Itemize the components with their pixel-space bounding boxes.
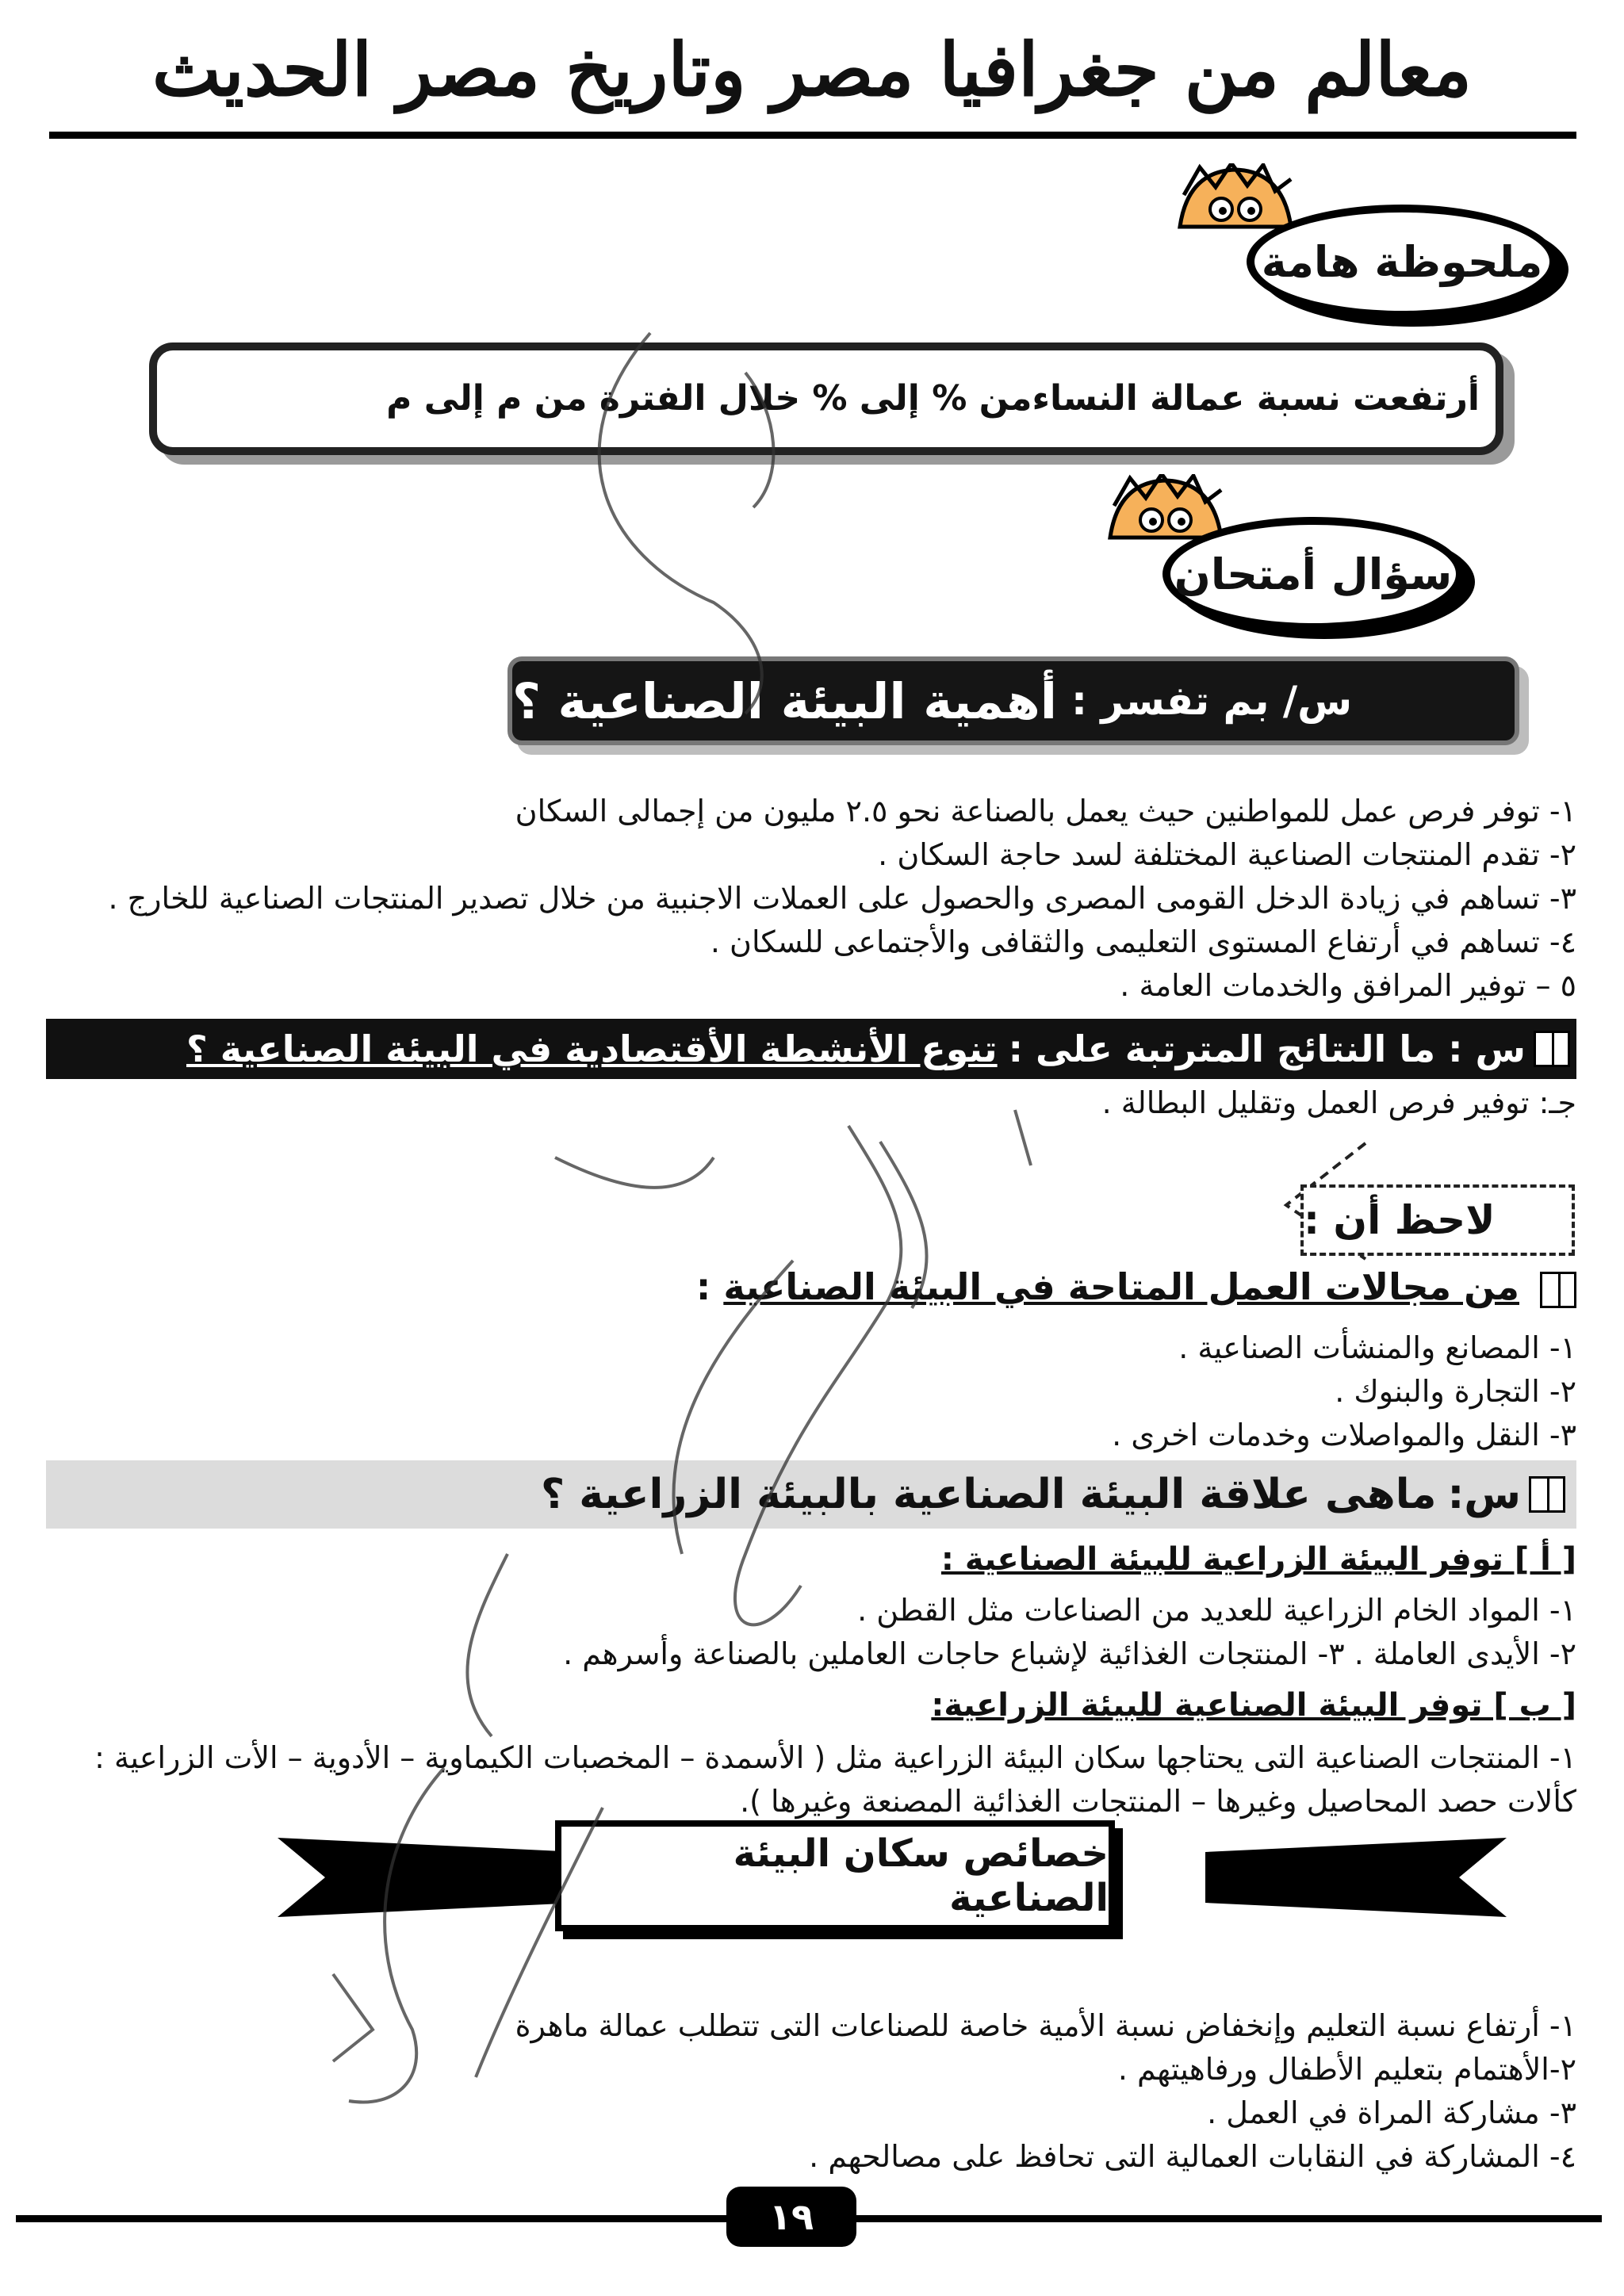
notice-heading: من مجالات العمل المتاحة في البيئة الصناعية — [723, 1265, 1519, 1308]
q1-answer-3: ٣- تساهم في زيادة الدخل القومى المصرى والحصول على العملات الاجنبية من خلال تصدير المنتجات الصناعية للخارج . — [108, 881, 1576, 916]
question-1-text: أهمية البيئة الصناعية ؟ — [512, 672, 1057, 730]
note-text: أرتفعت نسبة عمالة النساءمن % إلى % خلال الفترة من م إلى م — [386, 378, 1480, 419]
notice-item-3: ٣- النقل والمواصلات وخدمات اخرى . — [1112, 1418, 1576, 1452]
notice-item-2: ٢- التجارة والبنوك . — [1335, 1374, 1576, 1409]
question-2-label: س : ما النتائج المترتبة على : — [1008, 1027, 1526, 1070]
characteristic-4: ٤- المشاركة في النقابات العمالية التى تحافظ على مصالحهم . — [809, 2139, 1576, 2174]
exam-badge: سؤال أمتحان — [1162, 517, 1464, 631]
book-icon — [1534, 1031, 1570, 1067]
part-a-line-2: ٢- الأيدى العاملة . ٣- المنتجات الغذائية لإشباع حاجات العاملين بالصناعة وأسرهم . — [563, 1636, 1576, 1671]
page-number: ١٩ — [726, 2187, 856, 2247]
q1-answer-4: ٤- تساهم في أرتفاع المستوى التعليمى والثقافى والأجتماعى للسكان . — [710, 924, 1576, 959]
question-2-bar — [46, 1019, 1576, 1079]
q1-answer-5: ٥ – توفير المرافق والخدمات العامة . — [1120, 968, 1576, 1003]
q2-answer: جـ: توفير فرص العمل وتقليل البطالة . — [1101, 1085, 1576, 1120]
notice-item-1: ١- المصانع والمنشأت الصناعية . — [1178, 1330, 1576, 1365]
characteristic-2: ٢-الأهتمام بتعليم الأطفال ورفاهيتهم . — [1117, 2052, 1576, 2087]
question-1-box — [508, 656, 1519, 745]
part-b-line-2: كألات حصد المحاصيل وغيرها – المنتجات الغذائية المصنعة وغيرها ). — [740, 1784, 1576, 1819]
notice-heading-row: من مجالات العمل المتاحة في البيئة الصناعية : — [696, 1265, 1576, 1308]
part-b-heading: [ ب ] توفر البيئة الصناعية للبيئة الزراعية: — [931, 1687, 1576, 1724]
note-badge: ملحوظة هامة — [1247, 205, 1557, 319]
question-3-label: س: — [1447, 1471, 1521, 1518]
part-a-heading: [ أ ] توفر البيئة الزراعية للبيئة الصناعية : — [940, 1541, 1576, 1578]
q1-answer-1: ١- توفر فرص عمل للمواطنين حيث يعمل بالصناعة نحو ٢.٥ مليون من إجمالى السكان — [515, 794, 1576, 828]
banner-title: خصائص سكان البيئة الصناعية — [555, 1820, 1115, 1931]
question-3-bar — [46, 1460, 1576, 1529]
note-box — [149, 342, 1503, 455]
characteristic-3: ٣- مشاركة المراة في العمل . — [1207, 2095, 1576, 2130]
question-2-text: تنوع الأنشطة الأقتصادية في البيئة الصناعية ؟ — [186, 1027, 998, 1070]
notice-tag: لاحظ أن : — [1300, 1184, 1575, 1256]
book-icon — [1529, 1476, 1565, 1513]
question-3-text: ماهى علاقة البيئة الصناعية بالبيئة الزراعية ؟ — [540, 1471, 1437, 1518]
question-1-label: س/ بم تفسر : — [1071, 678, 1353, 724]
part-a-line-1: ١- المواد الخام الزراعية للعديد من الصناعات مثل القطن . — [857, 1593, 1576, 1628]
title-divider — [49, 132, 1576, 139]
book-icon — [1540, 1272, 1576, 1308]
page-title: معالم من جغرافيا مصر وتاريخ مصر الحديث — [151, 27, 1473, 113]
characteristic-1: ١- أرتفاع نسبة التعليم وإنخفاض نسبة الأمية خاصة للصناعات التى تتطلب عمالة ماهرة — [515, 2008, 1576, 2043]
part-b-line-1: ١- المنتجات الصناعية التى يحتاجها سكان البيئة الزراعية مثل ( الأسمدة – المخصبات الكيماوية – الأدوية – الأت الزراعية : — [94, 1740, 1576, 1775]
q1-answer-2: ٢- تقدم المنتجات الصناعية المختلفة لسد حاجة السكان . — [878, 837, 1576, 872]
